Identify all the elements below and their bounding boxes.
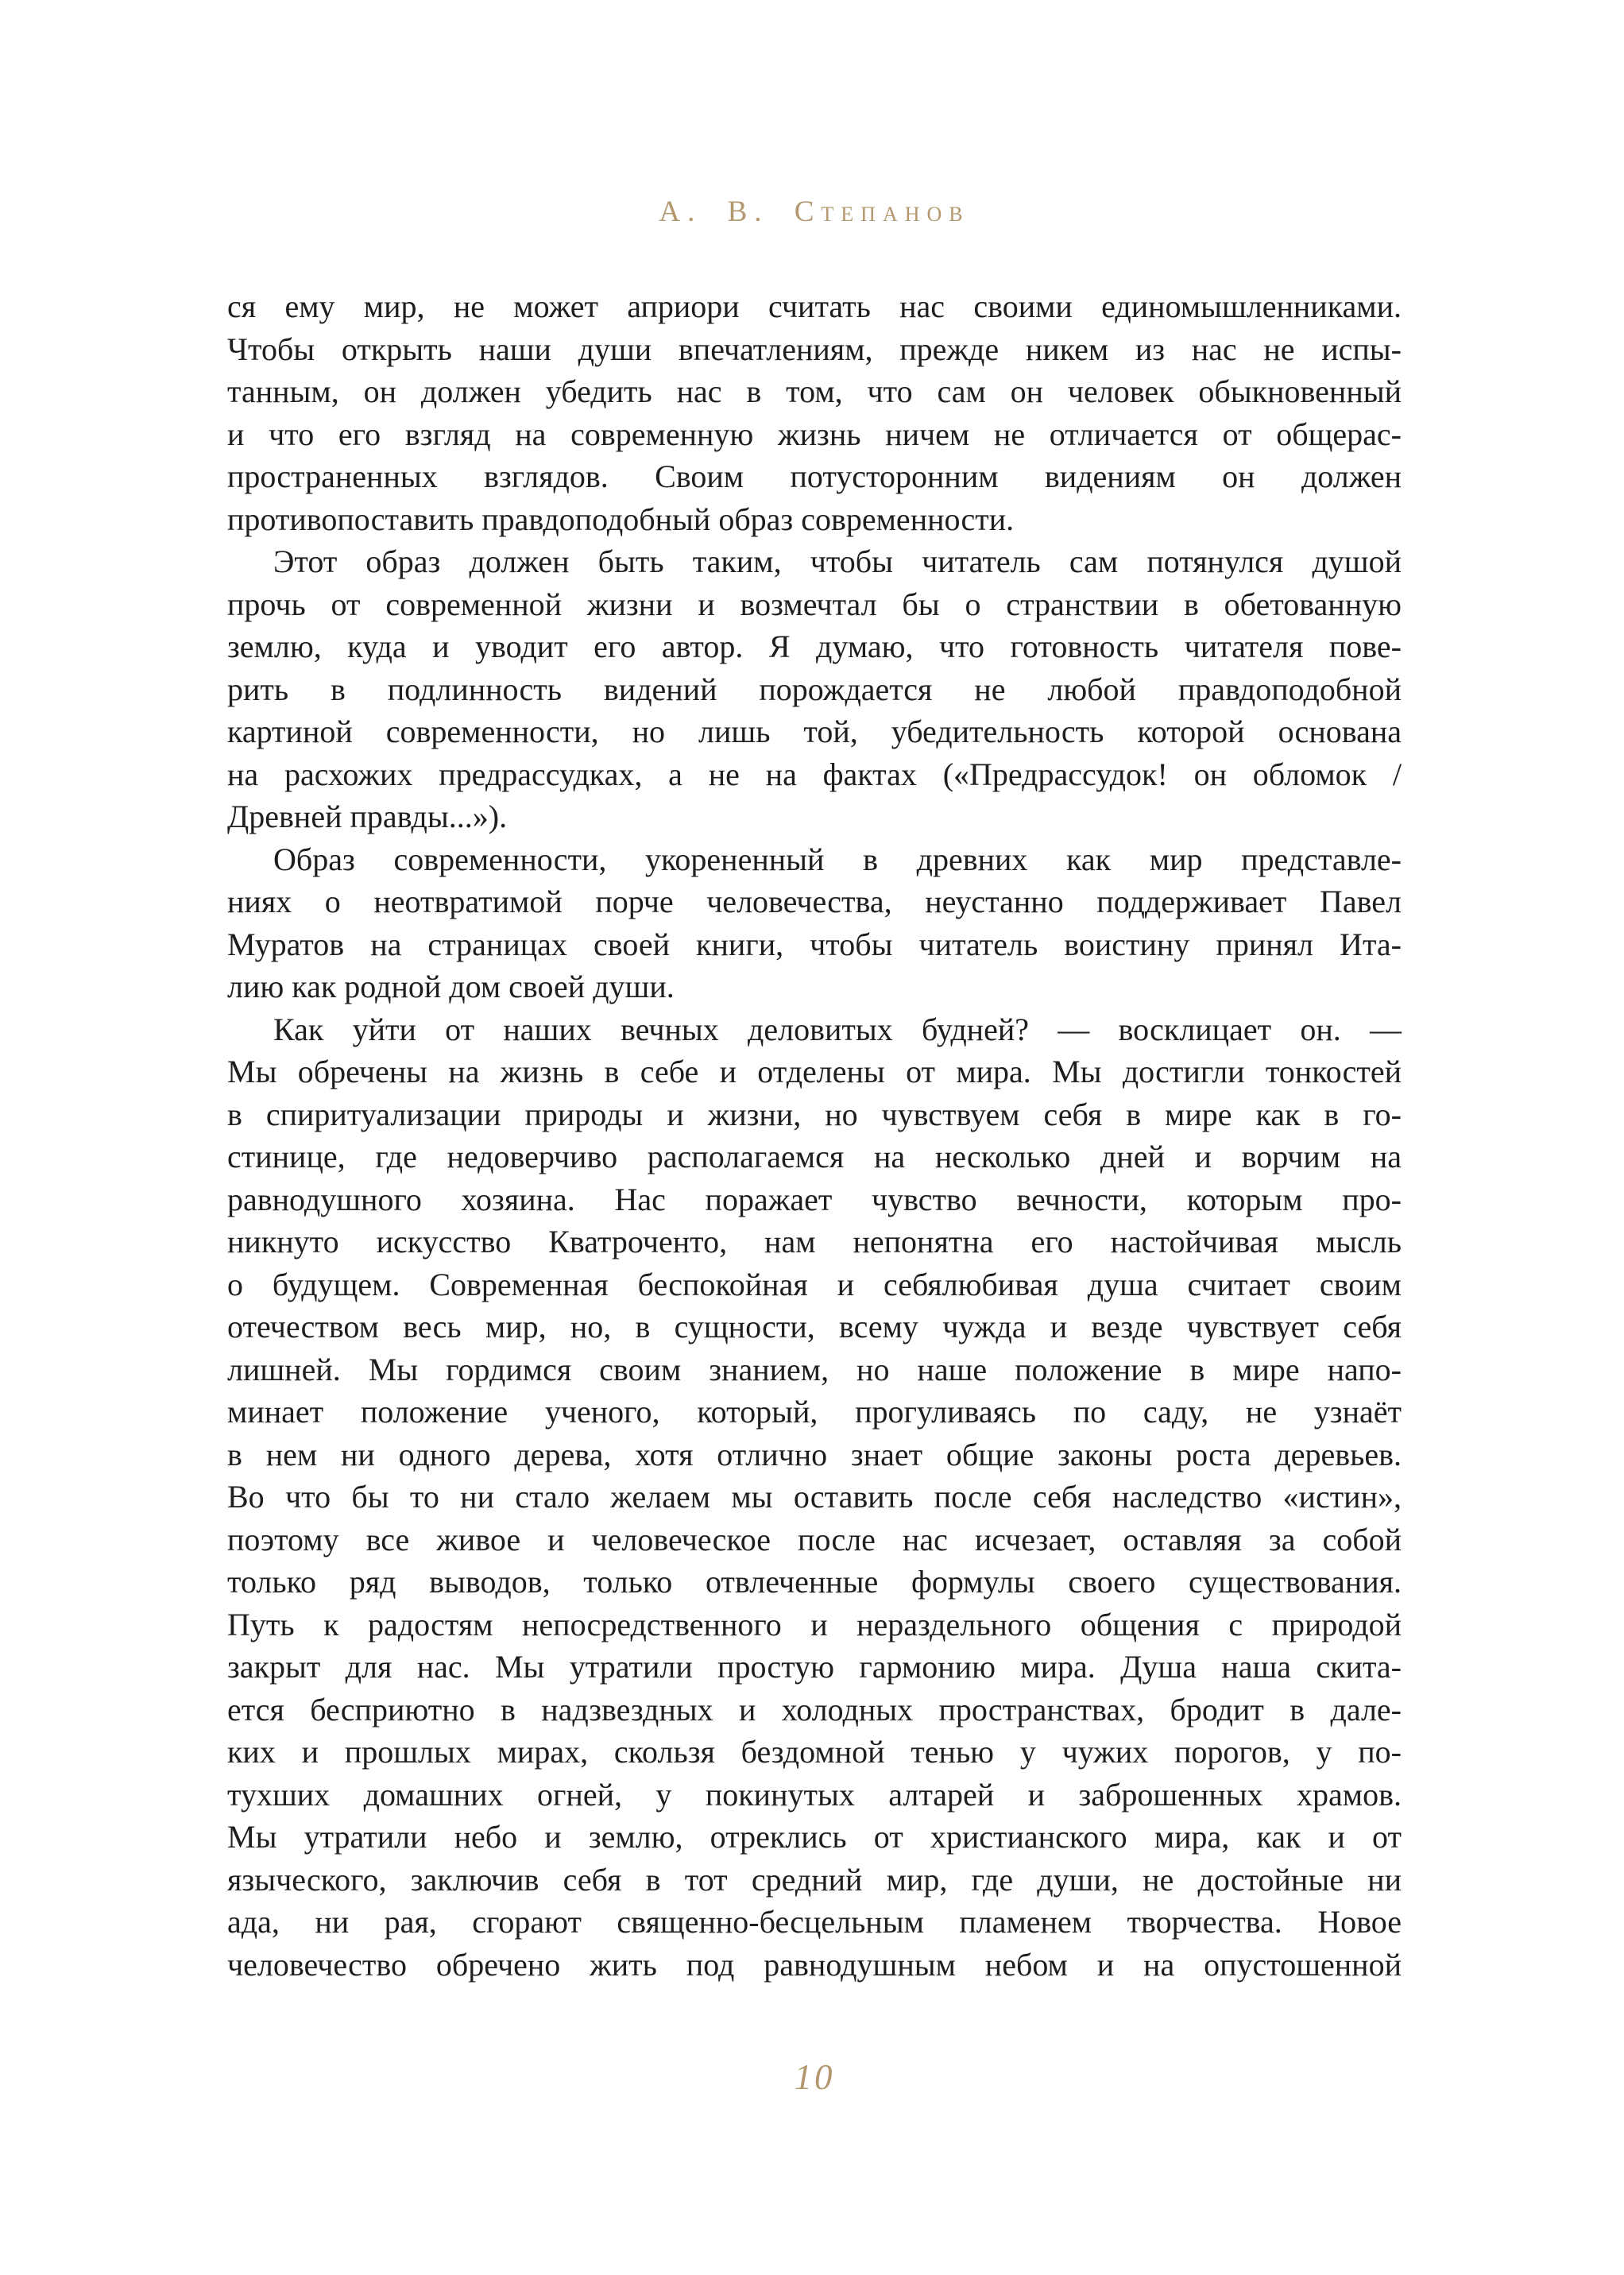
- text-line: Древней правды...»).: [227, 799, 508, 834]
- text-line: Мы обречены на жизнь в себе и отделены от мира. Мы достигли тонкостей: [227, 1054, 1402, 1089]
- text-line: стинице, где недоверчиво располагаемся на несколько дней и ворчим на: [227, 1139, 1402, 1174]
- page-number: 10: [794, 2057, 835, 2097]
- text-line: землю, куда и уводит его автор. Я думаю, что готовность читателя пове-: [227, 629, 1402, 664]
- text-line: лию как родной дом своей души.: [227, 969, 675, 1004]
- text-line: Как уйти от наших вечных деловитых будней? — восклицает он. —: [273, 1011, 1402, 1047]
- text-line: никнуто искусство Кватроченто, нам непонятна его настойчивая мысль: [227, 1224, 1402, 1259]
- text-line: тухших домашних огней, у покинутых алтарей и заброшенных храмов.: [227, 1776, 1402, 1813]
- text-line: только ряд выводов, только отвлеченные формулы своего существования.: [227, 1564, 1402, 1600]
- text-line: в нем ни одного дерева, хотя отлично знает общие законы роста деревьев.: [227, 1436, 1402, 1472]
- text-line: языческого, заключив себя в тот средний мир, где души, не достойные ни: [227, 1861, 1402, 1898]
- text-line: лишней. Мы гордимся своим знанием, но наше положение в мире напо-: [227, 1351, 1402, 1387]
- text-line: Чтобы открыть наши души впечатлениям, прежде никем из нас не испы-: [227, 331, 1402, 367]
- text-line: ся ему мир, не может априори считать нас своими единомышленниками.: [227, 288, 1402, 324]
- paragraph: [227, 540, 1402, 838]
- text-line: противопоставить правдоподобный образ современности.: [227, 501, 1015, 537]
- running-header: А. В. Степанов: [659, 195, 970, 228]
- text-line: равнодушного хозяина. Нас поражает чувство вечности, которым про-: [227, 1181, 1402, 1217]
- text-line: в спиритуализации природы и жизни, но чувствуем себя в мире как в го-: [227, 1096, 1402, 1132]
- paragraph: [227, 838, 1402, 1008]
- text-line: Во что бы то ни стало желаем мы оставить после себя наследство «истин»,: [227, 1479, 1402, 1515]
- text-line: танным, он должен убедить нас в том, что сам он человек обыкновенный: [227, 373, 1402, 409]
- paragraph: [227, 285, 1402, 540]
- paragraph: [227, 1008, 1402, 1987]
- text-block: [227, 285, 1402, 1986]
- text-line: Образ современности, укорененный в древних как мир представле-: [273, 841, 1402, 877]
- text-line: Этот образ должен быть таким, чтобы читатель сам потянулся душой: [273, 544, 1402, 579]
- text-line: отечеством весь мир, но, в сущности, всему чужда и везде чувствует себя: [227, 1309, 1402, 1344]
- text-line: пространенных взглядов. Своим потусторонним видениям он должен: [227, 458, 1402, 494]
- text-line: Путь к радостям непосредственного и нераздельного общения с природой: [227, 1606, 1402, 1642]
- text-line: человечество обречено жить под равнодушным небом и на опустошенной: [227, 1946, 1402, 1983]
- text-line: и что его взгляд на современную жизнь ничем не отличается от общерас-: [227, 416, 1402, 452]
- text-line: картиной современности, но лишь той, убедительность которой основана: [227, 714, 1402, 749]
- text-line: поэтому все живое и человеческое после нас исчезает, оставляя за собой: [227, 1521, 1402, 1557]
- text-line: на расхожих предрассудках, а не на фактах («Предрассудок! он обломок /: [227, 756, 1402, 792]
- text-line: ада, ни рая, сгорают священно-бесцельным пламенем творчества. Новое: [227, 1904, 1402, 1940]
- text-line: о будущем. Современная беспокойная и себялюбивая душа считает своим: [227, 1266, 1402, 1302]
- text-line: ниях о неотвратимой порче человечества, неустанно поддерживает Павел: [227, 884, 1402, 919]
- text-line: Мы утратили небо и землю, отреклись от христианского мира, как и от: [227, 1819, 1402, 1855]
- text-line: ких и прошлых мирах, скользя бездомной тенью у чужих порогов, у по-: [227, 1734, 1402, 1770]
- text-line: минает положение ученого, который, прогуливаясь по саду, не узнаёт: [227, 1394, 1402, 1430]
- text-line: прочь от современной жизни и возмечтал бы о странствии в обетованную: [227, 586, 1402, 622]
- text-line: Муратов на страницах своей книги, чтобы читатель воистину принял Ита-: [227, 926, 1402, 962]
- text-line: ется бесприютно в надзвездных и холодных пространствах, бродит в дале-: [227, 1691, 1402, 1728]
- text-line: закрыт для нас. Мы утратили простую гармонию мира. Душа наша скита-: [227, 1649, 1402, 1685]
- text-line: рить в подлинность видений порождается не любой правдоподобной: [227, 671, 1402, 707]
